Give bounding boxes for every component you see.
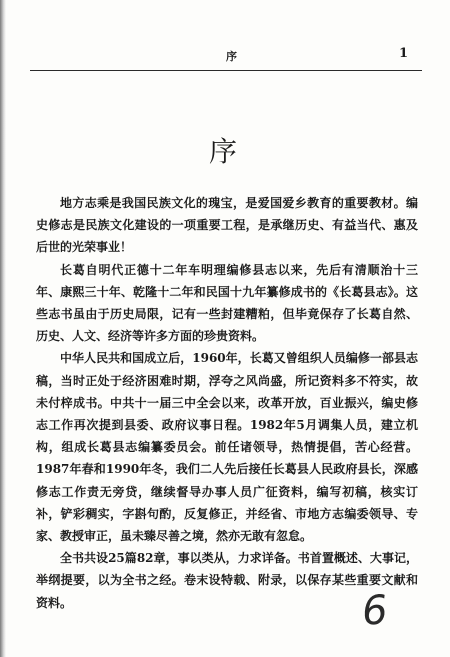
running-header <box>30 48 422 68</box>
paragraph: 地方志乘是我国民族文化的瑰宝，是爱国爱乡教育的重要教材。编史修志是民族文化建设的一项重要工程，是承继历史、有益当代、惠及后世的光荣事业！ <box>36 196 418 255</box>
paragraph: 长葛自明代正德十二年车明理编修县志以来，先后有清顺治十三年、康熙三十年、乾隆十二年和民国十九年纂修成书的《长葛县志》。这些志书虽由于历史局限，记有一些封建糟粕，但毕竟保存了长葛自然、历史、人文、经济等许多方面的珍贵资料。 <box>36 262 418 344</box>
running-header-title: 序 <box>226 50 239 63</box>
page-title: 序 <box>208 135 241 168</box>
handwritten-page-mark: 6 <box>360 587 390 635</box>
paragraph: 全书共设25篇82章，事以类从，力求详备。书首置概述、大事记，举纲提要，以为全书之经。卷末设特载、附录，以保存某些重要文献和资料。 <box>36 551 418 610</box>
page-number: 1 <box>398 46 408 61</box>
preface-body <box>36 192 418 614</box>
paragraph: 中华人民共和国成立后，1960年，长葛又曾组织人员编修一部县志稿，当时正处于经济困难时期，浮夸之风尚盛，所记资料多不符实，故未付梓成书。中共十一届三中全会以来，改革开放，百业振兴，编史修志工作再次提到县委、政府议事日程。1982年5月调集人员，建立机构，组成长葛县志编纂委员会。前任诸领导，热情提倡，苦心经营。1987年春和1990年冬，我们二人先后接任长葛县人民政府县长，深感修志工作责无旁贷，继续督导办事人员广征资料，编写初稿，核实订补，铲彩稠实，字斟句酌，反复修正，并经省、市地方志编委领导、专家、教授审正，虽未臻尽善之境，然亦无敢有忽怠。 <box>36 351 418 544</box>
scan-page-edge <box>0 0 6 657</box>
header-rule <box>30 70 422 71</box>
